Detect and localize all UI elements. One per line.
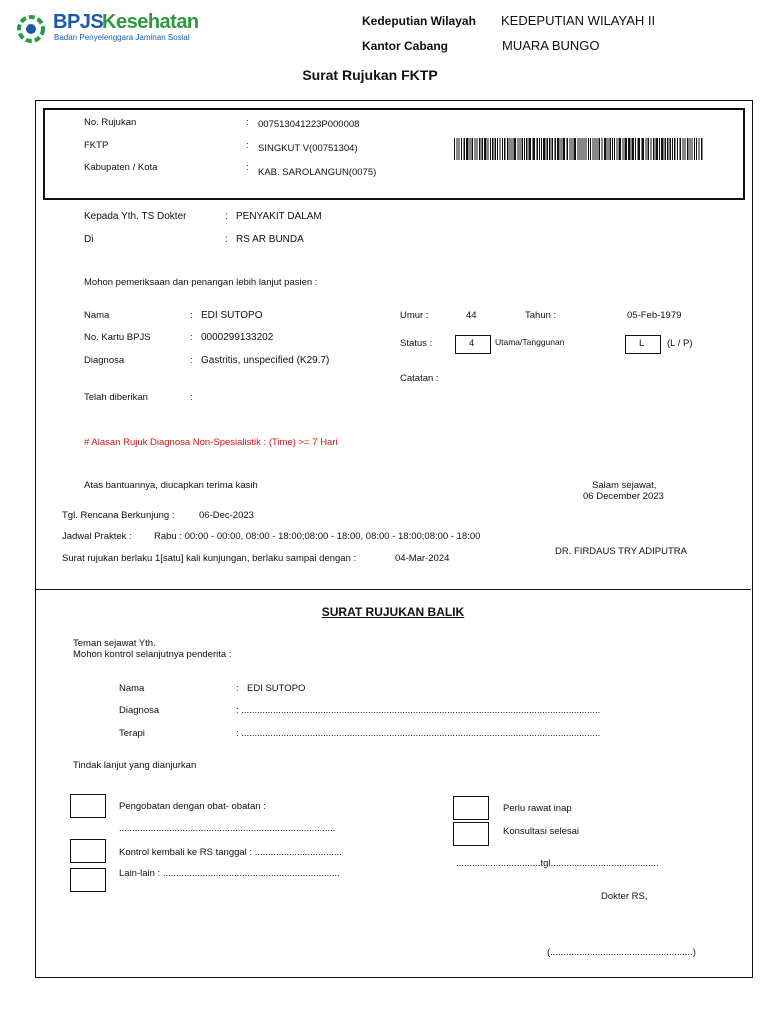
barcode-bar <box>580 138 581 160</box>
barcode-bar <box>547 138 549 160</box>
logo-text-primary: BPJS <box>53 11 104 33</box>
barcode-bar <box>524 138 525 160</box>
barcode-bar <box>638 138 641 160</box>
barcode-bar <box>552 138 554 160</box>
checkbox-obat[interactable] <box>70 794 106 818</box>
colon: : <box>246 117 249 128</box>
colon: : <box>190 392 193 403</box>
bpjs-logo <box>16 11 199 45</box>
barcode-bar <box>612 138 613 160</box>
balik-title: SURAT RUJUKAN BALIK <box>321 605 465 619</box>
rencana-value: 06-Dec-2023 <box>199 510 254 521</box>
kartu-value: 0000299133202 <box>201 332 274 343</box>
barcode-bar <box>557 138 560 160</box>
barcode-bar <box>500 138 501 160</box>
barcode-bar <box>567 138 569 160</box>
barcode-bar <box>584 138 585 160</box>
barcode-bar <box>472 138 474 160</box>
tahun-value: 05-Feb-1979 <box>627 310 682 321</box>
barcode-bar <box>701 138 703 160</box>
barcode-bar <box>461 138 462 160</box>
barcode-bar <box>670 138 672 160</box>
balik-diagnosa-label: Diagnosa <box>119 705 160 716</box>
umur-label: Umur : <box>400 310 429 321</box>
barcode-bar <box>588 138 589 160</box>
barcode-bar <box>582 138 583 160</box>
barcode-bar <box>512 138 513 160</box>
tgl-line: ................................tgl......................................... <box>456 858 659 869</box>
barcode-bar <box>632 138 635 160</box>
barcode-bar <box>623 138 624 160</box>
barcode-bar <box>672 138 673 160</box>
barcode-bar <box>694 138 695 160</box>
diagnosa-label: Diagnosa <box>84 355 125 366</box>
barcode-bar <box>495 138 497 160</box>
berlaku-text: Surat rujukan berlaku 1[satu] kali kunjungan, berlaku sampai dengan : <box>62 553 357 564</box>
barcode-bar <box>661 138 664 160</box>
kab-value: KAB. SAROLANGUN(0075) <box>258 167 377 178</box>
barcode-bar <box>648 138 650 160</box>
barcode-bar <box>484 138 487 160</box>
colon: : <box>190 355 193 366</box>
barcode-bar <box>537 138 539 160</box>
request-text: Mohon pemeriksaan dan penangan lebih lanjut pasien : <box>84 277 318 288</box>
barcode-bar <box>563 138 566 160</box>
barcode-bar <box>685 138 686 160</box>
barcode-bar <box>529 138 532 160</box>
logo-text-secondary: Kesehatan <box>102 11 199 33</box>
colon: : <box>246 162 249 173</box>
barcode-bar <box>522 138 524 160</box>
barcode-bar <box>526 138 528 160</box>
kepada-value: PENYAKIT DALAM <box>236 211 322 222</box>
balik-nama-value: EDI SUTOPO <box>247 683 306 694</box>
kepada-label: Kepada Yth. TS Dokter <box>84 211 187 222</box>
colon: : <box>236 683 239 694</box>
barcode-bar <box>574 138 577 160</box>
barcode-bar <box>518 138 519 160</box>
barcode-bar <box>628 138 631 160</box>
barcode-bar <box>497 138 498 160</box>
barcode-bar <box>475 138 476 160</box>
barcode-bar <box>595 138 596 160</box>
barcode-bar <box>696 138 697 160</box>
colon: : <box>225 234 228 245</box>
signature-line: (......................................................) <box>547 947 696 958</box>
barcode-bar <box>642 138 645 160</box>
barcode-bar <box>457 138 458 160</box>
jadwal-label: Jadwal Praktek : <box>62 531 132 542</box>
barcode-bar <box>520 138 521 160</box>
cabang-label: Kantor Cabang <box>362 39 449 53</box>
barcode-bar <box>570 138 571 160</box>
kartu-label: No. Kartu BPJS <box>84 332 151 343</box>
barcode-bar <box>674 138 676 160</box>
salam-text: Salam sejawat, <box>592 480 657 491</box>
barcode-bar <box>492 138 494 160</box>
barcode-bar <box>604 138 607 160</box>
barcode-bar <box>597 138 598 160</box>
wilayah-value: KEDEPUTIAN WILAYAH II <box>501 13 656 28</box>
barcode-bar <box>599 138 601 160</box>
barcode-bar <box>656 138 659 160</box>
colon: : <box>225 211 228 222</box>
no-rujukan-value: 007513041223P000008 <box>258 119 360 130</box>
doctor-name: DR. FIRDAUS TRY ADIPUTRA <box>555 546 687 557</box>
tindak-text: Tindak lanjut yang dianjurkan <box>73 760 197 771</box>
barcode-bar <box>514 138 517 160</box>
balik-diagnosa-dots: : ........................................................................................................................................ <box>236 705 601 716</box>
jadwal-value: Rabu : 00:00 - 00:00, 08:00 - 18:00;08:00 - 18:00, 08:00 - 18:00;08:00 - 18:00 <box>154 531 481 542</box>
barcode-bar <box>680 138 682 160</box>
barcode-bar <box>549 138 551 160</box>
barcode-bar <box>477 138 478 160</box>
barcode-bar <box>464 138 466 160</box>
document-title: Surat Rujukan FKTP <box>302 67 438 83</box>
barcode-bar <box>488 138 489 160</box>
barcode-bar <box>677 138 678 160</box>
checkbox-selesai[interactable] <box>453 822 489 846</box>
di-value: RS AR BUNDA <box>236 234 304 245</box>
barcode-bar <box>602 138 603 160</box>
barcode-bar <box>507 138 509 160</box>
barcode-bar <box>653 138 655 160</box>
barcode-bar <box>543 138 546 160</box>
reason-text: # Alasan Rujuk Diagnosa Non-Spesialistik : (Time) >= 7 Hari <box>84 437 338 448</box>
bpjs-logo-icon <box>16 14 46 44</box>
barcode-bar <box>692 138 693 160</box>
opt-rawat: Perlu rawat inap <box>503 803 572 814</box>
barcode-bar <box>659 138 660 160</box>
barcode-bar <box>635 138 636 160</box>
rencana-label: Tgl. Rencana Berkunjung : <box>62 510 175 521</box>
barcode-bar <box>572 138 573 160</box>
barcode-bar <box>699 138 700 160</box>
balik-terapi-label: Terapi <box>119 728 145 739</box>
colon: : <box>246 140 249 151</box>
barcode-bar <box>502 138 503 160</box>
di-label: Di <box>84 234 94 245</box>
barcode-bar <box>555 138 557 160</box>
status-desc: Utama/Tanggunan <box>495 337 565 347</box>
sex-desc: (L / P) <box>667 338 693 349</box>
barcode-bar <box>482 138 484 160</box>
umur-value: 44 <box>466 310 477 321</box>
fktp-label: FKTP <box>84 140 109 151</box>
barcode-bar <box>510 138 511 160</box>
barcode-bar <box>541 138 542 160</box>
barcode-bar <box>590 138 591 160</box>
balik-nama-label: Nama <box>119 683 145 694</box>
barcode-bar <box>586 138 587 160</box>
status-value: 4 <box>469 338 475 349</box>
opt-lain: Lain-lain : ................................................................... <box>119 868 340 879</box>
barcode-bar <box>614 138 615 160</box>
barcode-bar <box>459 138 460 160</box>
opt-selesai: Konsultasi selesai <box>503 826 580 837</box>
barcode <box>454 138 704 160</box>
catatan-label: Catatan : <box>400 373 439 384</box>
closing-date: 06 December 2023 <box>583 491 664 502</box>
barcode-bar <box>479 138 481 160</box>
barcode-bar <box>619 138 622 160</box>
kab-label: Kabupaten / Kota <box>84 162 158 173</box>
barcode-bar <box>466 138 469 160</box>
barcode-bar <box>490 138 491 160</box>
colon: : <box>190 332 193 343</box>
status-label: Status : <box>400 338 433 349</box>
barcode-bar <box>646 138 647 160</box>
berlaku-value: 04-Mar-2024 <box>395 553 450 564</box>
section-divider <box>35 589 751 590</box>
opt-obat-dots: .................................................................................. <box>119 823 336 834</box>
no-rujukan-label: No. Rujukan <box>84 117 137 128</box>
balik-greeting-2: Mohon kontrol selanjutnya penderita : <box>73 649 232 660</box>
diagnosa-value: Gastritis, unspecified (K29.7) <box>201 355 330 366</box>
sex-value: L <box>639 338 645 349</box>
barcode-bar <box>667 138 669 160</box>
barcode-bar <box>454 138 455 160</box>
barcode-bar <box>690 138 691 160</box>
balik-greeting-1: Teman sejawat Yth. <box>73 638 156 649</box>
barcode-bar <box>625 138 628 160</box>
nama-label: Nama <box>84 310 110 321</box>
barcode-bar <box>617 138 618 160</box>
fktp-value: SINGKUT V(00751304) <box>258 143 358 154</box>
barcode-bar <box>578 138 579 160</box>
balik-terapi-dots: : ........................................................................................................................................ <box>236 728 601 739</box>
thanks-text: Atas bantuannya, diucapkan terima kasih <box>84 480 258 491</box>
barcode-bar <box>687 138 689 160</box>
barcode-bar <box>593 138 594 160</box>
telah-label: Telah diberikan <box>84 392 148 403</box>
checkbox-lain[interactable] <box>70 868 106 892</box>
checkbox-kontrol[interactable] <box>70 839 106 863</box>
barcode-bar <box>651 138 652 160</box>
barcode-bar <box>683 138 684 160</box>
nama-value: EDI SUTOPO <box>201 310 263 321</box>
opt-obat: Pengobatan dengan obat- obatan : <box>119 801 266 812</box>
colon: : <box>190 310 193 321</box>
barcode-bar <box>665 138 667 160</box>
barcode-bar <box>608 138 609 160</box>
barcode-bar <box>561 138 562 160</box>
dokter-rs-label: Dokter RS, <box>601 891 648 902</box>
barcode-bar <box>533 138 536 160</box>
wilayah-label: Kedeputian Wilayah <box>362 14 476 28</box>
barcode-bar <box>610 138 612 160</box>
barcode-bar <box>539 138 540 160</box>
barcode-bar <box>504 138 506 160</box>
logo-tagline: Badan Penyelenggara Jaminan Sosial <box>54 33 190 42</box>
checkbox-rawat[interactable] <box>453 796 489 820</box>
opt-kontrol: Kontrol kembali ke RS tanggal : ................................. <box>119 847 342 858</box>
cabang-value: MUARA BUNGO <box>502 38 600 53</box>
tahun-label: Tahun : <box>525 310 557 321</box>
barcode-bar <box>470 138 471 160</box>
